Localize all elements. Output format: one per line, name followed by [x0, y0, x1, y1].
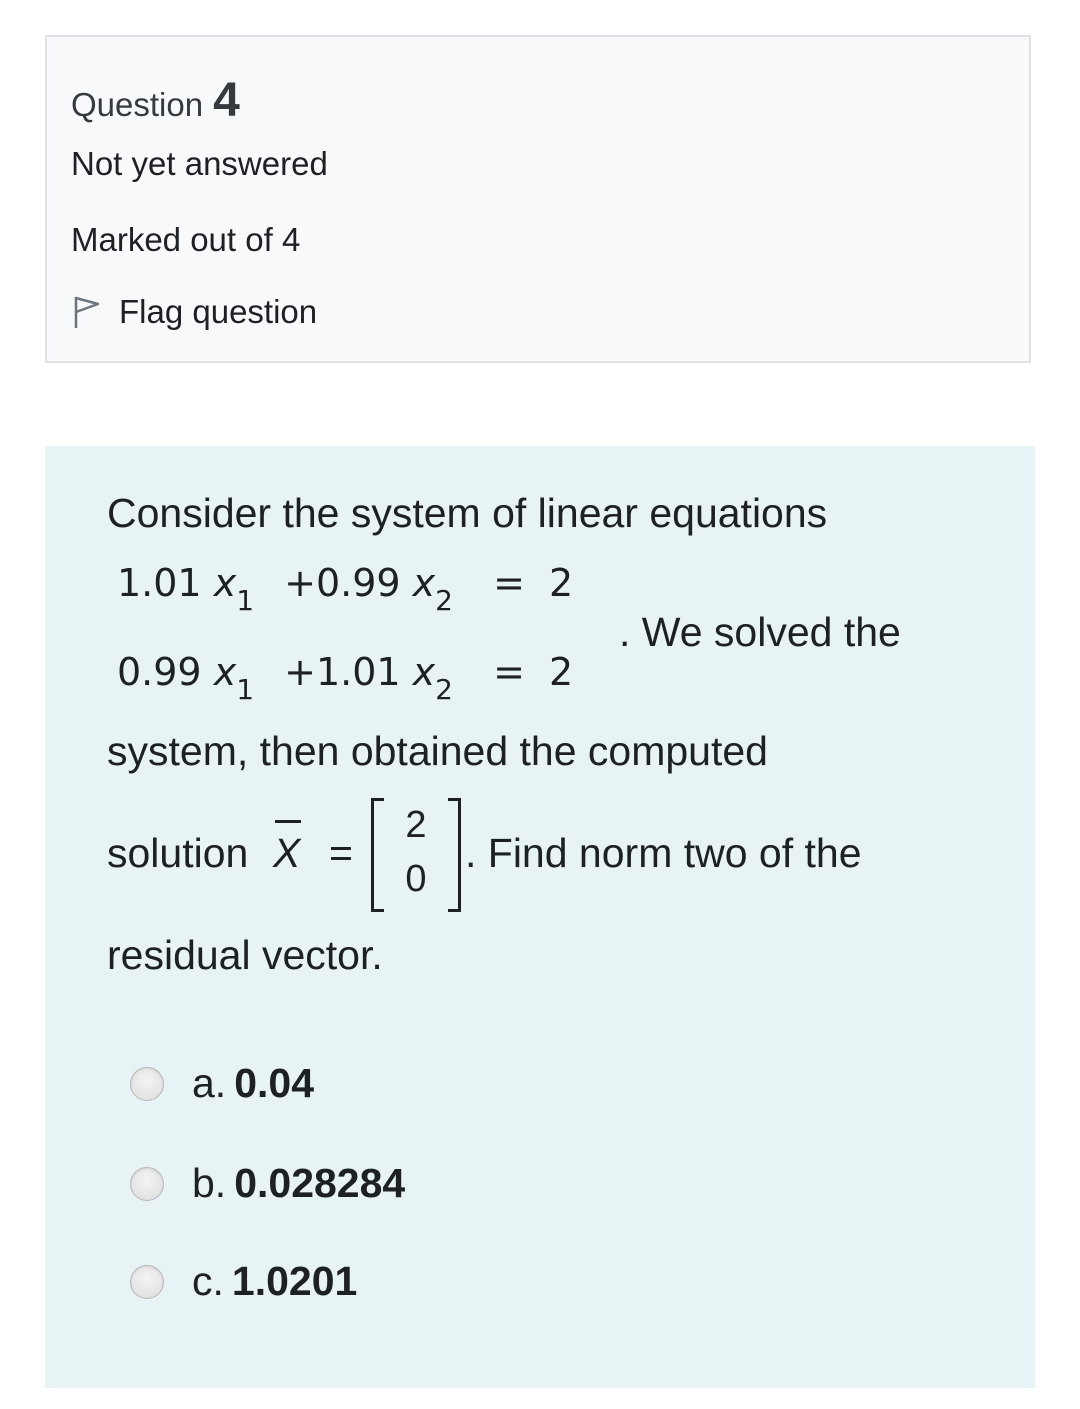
eq2-sub2: 2: [435, 673, 453, 706]
question-number-value: 4: [213, 74, 240, 127]
solution-word: solution: [107, 830, 249, 876]
after-system-text: . We solved the: [619, 609, 901, 655]
question-grade: Marked out of 4: [71, 221, 301, 258]
question-word: Question: [71, 86, 204, 123]
radio-button[interactable]: [130, 1067, 164, 1101]
question-line-2: system, then obtained the computed: [107, 728, 768, 774]
eq1-equals: =: [493, 561, 525, 605]
solution-equals: =: [329, 830, 353, 876]
question-number: [71, 73, 240, 128]
eq2-equals: =: [493, 650, 525, 694]
solution-matrix: [371, 798, 461, 910]
equation-2: [117, 650, 574, 706]
option-value: 0.028284: [234, 1160, 406, 1206]
eq1-var2: x: [412, 561, 436, 605]
radio-button[interactable]: [130, 1167, 164, 1201]
eq2-coef1: 0.99: [117, 650, 202, 694]
flag-icon: [71, 294, 103, 330]
eq1-sub2: 2: [435, 584, 453, 617]
radio-button[interactable]: [130, 1265, 164, 1299]
option-letter: a.: [192, 1060, 227, 1106]
answer-option-a[interactable]: [130, 1060, 314, 1107]
answer-option-c[interactable]: [130, 1258, 357, 1305]
x-bar-overline: [275, 820, 301, 823]
answer-option-b[interactable]: [130, 1160, 405, 1207]
option-letter: c.: [192, 1258, 224, 1304]
eq2-var2: x: [412, 650, 436, 694]
option-value: 1.0201: [231, 1258, 358, 1304]
question-intro: Consider the system of linear equations: [107, 490, 828, 536]
solution-symbol: X: [273, 830, 301, 876]
eq2-coef2: +1.01: [284, 650, 401, 694]
eq1-sub1: 1: [236, 584, 255, 617]
flag-question-label: Flag question: [119, 293, 318, 330]
question-line-4: residual vector.: [107, 932, 383, 978]
eq1-rhs: 2: [549, 561, 574, 605]
question-state: Not yet answered: [71, 145, 328, 182]
matrix-top-value: 2: [405, 804, 427, 846]
eq2-rhs: 2: [549, 650, 574, 694]
option-value: 0.04: [234, 1060, 315, 1106]
eq1-var1: x: [213, 561, 237, 605]
matrix-bottom-value: 0: [405, 858, 427, 900]
question-content: [45, 446, 1035, 1388]
after-matrix-text: . Find norm two of the: [465, 830, 862, 876]
eq1-coef2: +0.99: [284, 561, 401, 605]
option-letter: b.: [192, 1160, 227, 1206]
eq2-var1: x: [213, 650, 237, 694]
question-info-panel: [45, 35, 1031, 363]
flag-question-link[interactable]: [71, 293, 317, 331]
equation-1: [117, 561, 574, 617]
eq2-sub1: 1: [236, 673, 255, 706]
eq1-coef1: 1.01: [117, 561, 202, 605]
